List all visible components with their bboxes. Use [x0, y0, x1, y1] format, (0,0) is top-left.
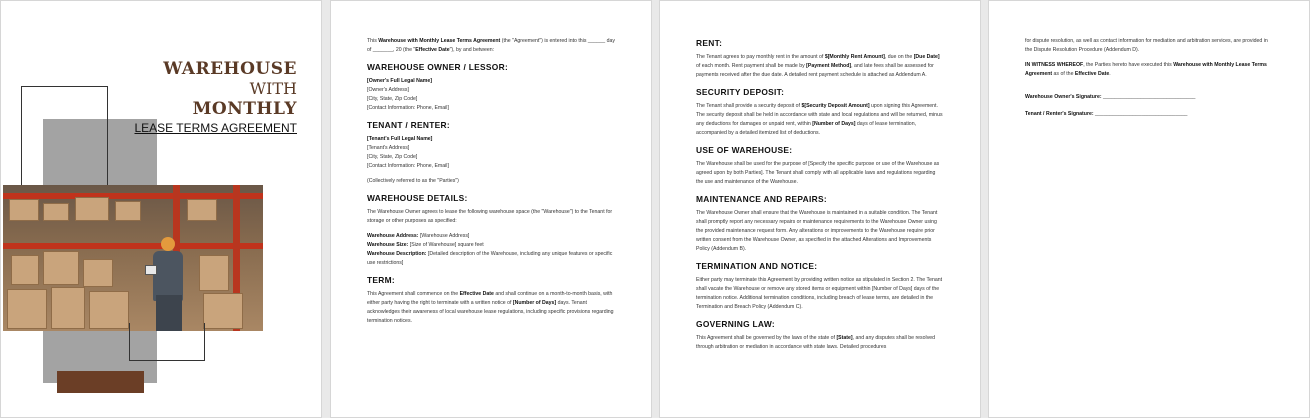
- section-heading-term: TERM:: [367, 275, 396, 285]
- section-heading-tenant: TENANT / RENTER:: [367, 120, 450, 130]
- rent-paragraph: The Tenant agrees to pay monthly rent in the amount of $[Monthly Rent Amount], due on the [Due Date] of each month. Rent payment shall be made by [Payment Method], and late fees shall be assessed for payments received after the due date. A detailed rent payment schedule is attached as Addendum A.: [696, 54, 940, 78]
- tenant-city: [City, State, Zip Code]: [367, 154, 418, 160]
- cover-title-line: MONTHLY: [192, 99, 297, 119]
- section-heading-use: USE OF WAREHOUSE:: [696, 145, 793, 155]
- decorative-frame: [21, 86, 108, 196]
- tenant-name: [Tenant's Full Legal Name]: [367, 136, 433, 142]
- section-heading-owner: WAREHOUSE OWNER / LESSOR:: [367, 62, 509, 72]
- law-paragraph: This Agreement shall be governed by the laws of the state of [State], and any disputes shall be resolved through arbitration or mediation in accordance with state laws. Detailed procedures: [696, 335, 936, 350]
- cover-page: [0, 0, 322, 418]
- warehouse-address: Warehouse Address: [Warehouse Address]: [367, 233, 470, 239]
- owner-address: [Owner's Address]: [367, 87, 409, 93]
- use-paragraph: The Warehouse shall be used for the purpose of [Specify the specific purpose or use of the Warehouse as agreed upon by both Parties]. The Tenant shall comply with all applicable laws and regulations regarding the use and maintenance of the Warehouse.: [696, 161, 940, 185]
- document-page-2: [330, 0, 652, 418]
- decorative-brown-bar: [57, 371, 144, 393]
- intro-paragraph: This Warehouse with Monthly Lease Terms Agreement (the "Agreement") is entered into this ______ day of _______, 20 (the "Effective Date"), by and between:: [367, 38, 615, 53]
- section-heading-rent: RENT:: [696, 38, 723, 48]
- owner-contact: [Contact Information: Phone, Email]: [367, 105, 449, 111]
- parties-note: (Collectively referred to as the "Parties"): [367, 178, 459, 184]
- section-heading-deposit: SECURITY DEPOSIT:: [696, 87, 785, 97]
- warehouse-size: Warehouse Size: [Size of Warehouse] square feet: [367, 242, 484, 248]
- cover-subtitle: LEASE TERMS AGREEMENT: [134, 121, 297, 135]
- term-paragraph: This Agreement shall commence on the Effective Date and shall continue on a month-to-month basis, with either party having the right to terminate with a written notice of [Number of Days] days. Tenant acknowledges their awareness of local warehouse lease regulations, including specific provisions regarding termination notices.: [367, 291, 614, 324]
- tenant-address: [Tenant's Address]: [367, 145, 410, 151]
- maintenance-paragraph: The Warehouse Owner shall ensure that the Warehouse is maintained in a suitable condition. The Tenant shall promptly report any necessary repairs or maintenance requirements to the Warehouse Owner using the provided maintenance request form. Any alterations or improvements to the Warehouse require prior written consent from the Warehouse Owner, as specified in the attached Alterations and Improvements Policy (Addendum B).: [696, 210, 938, 252]
- deposit-paragraph: The Tenant shall provide a security deposit of $[Security Deposit Amount] upon signing this Agreement. The security deposit shall be held in accordance with state and local regulations and will be returned, minus any deductions for damages or unpaid rent, within [Number of Days] days of lease termination, accompanied by a detailed itemized list of deductions.: [696, 103, 943, 136]
- cover-title-line: WAREHOUSE: [163, 59, 297, 79]
- owner-signature-line: Warehouse Owner's Signature: ________________________________: [1025, 94, 1196, 100]
- cover-title-line: WITH: [249, 79, 297, 98]
- decorative-frame: [129, 323, 205, 361]
- warehouse-worker-photo: [3, 185, 263, 331]
- warehouse-description: Warehouse Description: [Detailed description of the Warehouse, including any unique features or specific use restrictions]: [367, 251, 613, 266]
- section-heading-termination: TERMINATION AND NOTICE:: [696, 261, 818, 271]
- dispute-continuation: for dispute resolution, as well as contact information for mediation and arbitration services, are provided in the Dispute Resolution Procedure (Addendum D).: [1025, 38, 1268, 53]
- tenant-contact: [Contact Information: Phone, Email]: [367, 163, 449, 169]
- tenant-signature-line: Tenant / Renter's Signature: ________________________________: [1025, 111, 1188, 117]
- termination-paragraph: Either party may terminate this Agreement by providing written notice as stipulated in Section 2. The Tenant shall vacate the Warehouse or remove any stored items or equipment within [Number of Days] days of the termination notice. Additional termination conditions, including breach of lease terms, are detailed in the Termination and Breach Policy (Addendum C).: [696, 277, 943, 310]
- owner-name: [Owner's Full Legal Name]: [367, 78, 432, 84]
- owner-city: [City, State, Zip Code]: [367, 96, 418, 102]
- document-page-3: [659, 0, 981, 418]
- witness-paragraph: IN WITNESS WHEREOF, the Parties hereto have executed this Warehouse with Monthly Lease Terms Agreement as of the Effective Date.: [1025, 62, 1267, 77]
- section-heading-maintenance: MAINTENANCE AND REPAIRS:: [696, 194, 827, 204]
- details-intro: The Warehouse Owner agrees to lease the following warehouse space (the "Warehouse") to the Tenant for storage or other purposes as specified:: [367, 209, 613, 224]
- document-page-4: [988, 0, 1310, 418]
- cover-title: [135, 59, 298, 136]
- section-heading-law: GOVERNING LAW:: [696, 319, 775, 329]
- section-heading-details: WAREHOUSE DETAILS:: [367, 193, 468, 203]
